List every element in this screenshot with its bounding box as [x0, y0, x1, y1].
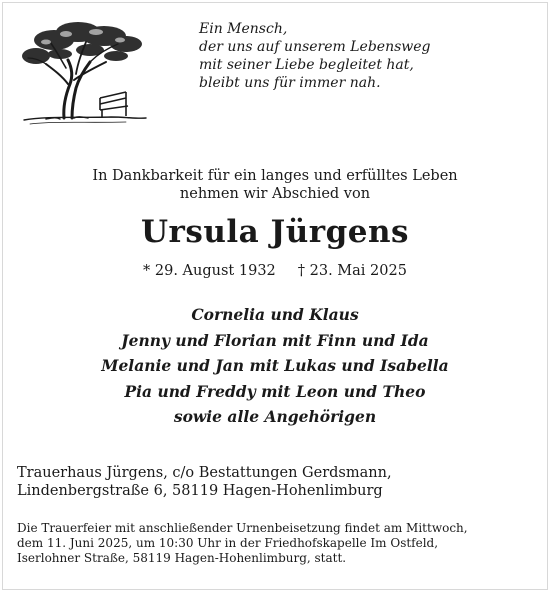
mourner-line: sowie alle Angehörigen	[173, 407, 377, 426]
address-line: Lindenbergstraße 6, 58119 Hagen-Hohenlimburg	[17, 483, 383, 499]
funeral-notice	[17, 521, 537, 566]
intro-text	[0, 167, 550, 203]
birth-date: * 29. August 1932	[143, 263, 276, 279]
mourning-house-address	[17, 464, 537, 500]
mourner-line: Jenny und Florian mit Finn und Ida	[121, 330, 429, 350]
notice-line: Die Trauerfeier mit anschließender Urnenbeisetzung findet am Mittwoch,	[17, 521, 468, 535]
mourner-line: Cornelia und Klaus	[191, 305, 359, 324]
deceased-name: Ursula Jürgens	[141, 214, 409, 250]
address-line: Trauerhaus Jürgens, c/o Bestattungen Gerdsmann,	[17, 465, 392, 481]
poem-line: Ein Mensch,	[199, 21, 288, 37]
mourner-line: Pia und Freddy mit Leon und Theo	[124, 381, 426, 401]
notice-line: Iserlohner Straße, 58119 Hagen-Hohenlimburg, statt.	[17, 551, 347, 565]
tree-with-bench-icon	[16, 18, 156, 130]
intro-line: In Dankbarkeit für ein langes und erfülltes Leben	[92, 168, 458, 184]
poem	[199, 20, 539, 92]
mourners-list	[0, 302, 550, 430]
mourner-line: Melanie und Jan mit Lukas und Isabella	[101, 356, 449, 375]
life-dates	[0, 262, 550, 280]
poem-line: bleibt uns für immer nah.	[199, 75, 381, 91]
poem-line: mit seiner Liebe begleitet hat,	[199, 57, 414, 73]
poem-line: der uns auf unserem Lebensweg	[199, 39, 431, 55]
death-date: † 23. Mai 2025	[297, 263, 407, 279]
notice-line: dem 11. Juni 2025, um 10:30 Uhr in der Friedhofskapelle Im Ostfeld,	[17, 536, 439, 550]
intro-line: nehmen wir Abschied von	[179, 186, 371, 202]
